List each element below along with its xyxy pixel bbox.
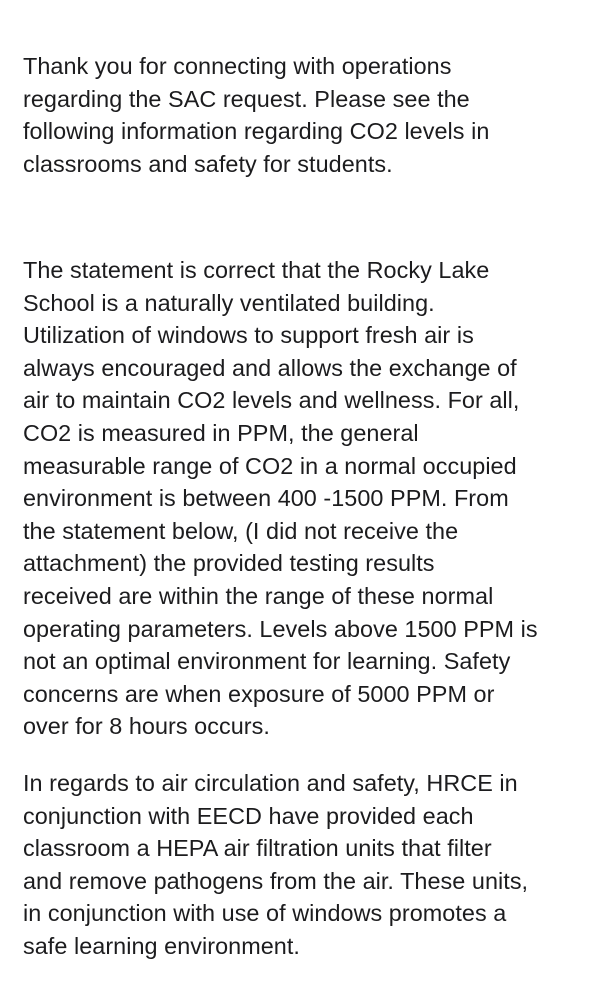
intro-paragraph [23,50,593,180]
text-line: classroom a HEPA air filtration units that filter [23,835,492,862]
text-line: classrooms and safety for students. [23,150,393,177]
text-line: In regards to air circulation and safety, HRCE in [23,770,518,796]
text-line: air to maintain CO2 levels and wellness. For all, [23,387,520,414]
text-line: always encouraged and allows the exchange of [23,354,517,381]
text-line: concerns are when exposure of 5000 PPM or [23,680,495,707]
text-line: environment is between 400 -1500 PPM. From [23,485,509,512]
text-line: over for 8 hours occurs. [23,713,270,740]
text-line: attachment) the provided testing results [23,550,435,577]
text-line: not an optimal environment for learning. Safety [23,648,511,675]
text-line: and remove pathogens from the air. These units, [23,867,529,894]
text-line: Utilization of windows to support fresh air is [23,322,474,349]
text-line: in conjunction with use of windows promotes a [23,900,507,927]
text-line: safe learning environment. [23,932,300,959]
text-line: operating parameters. Levels above 1500 PPM is [23,615,538,642]
text-line: The statement is correct that the Rocky Lake [23,257,490,283]
co2-statement-paragraph [23,254,593,743]
text-line: the statement below, (I did not receive the [23,517,459,544]
text-line: School is a naturally ventilated building. [23,289,435,316]
text-line: CO2 is measured in PPM, the general [23,419,419,446]
text-line: measurable range of CO2 in a normal occupied [23,452,517,479]
air-circulation-paragraph [23,767,593,963]
text-line: following information regarding CO2 levels in [23,118,490,145]
text-line: conjunction with EECD have provided each [23,802,474,829]
text-line: regarding the SAC request. Please see the [23,85,470,112]
text-line: received are within the range of these normal [23,582,494,609]
text-line: Thank you for connecting with operations [23,53,452,79]
